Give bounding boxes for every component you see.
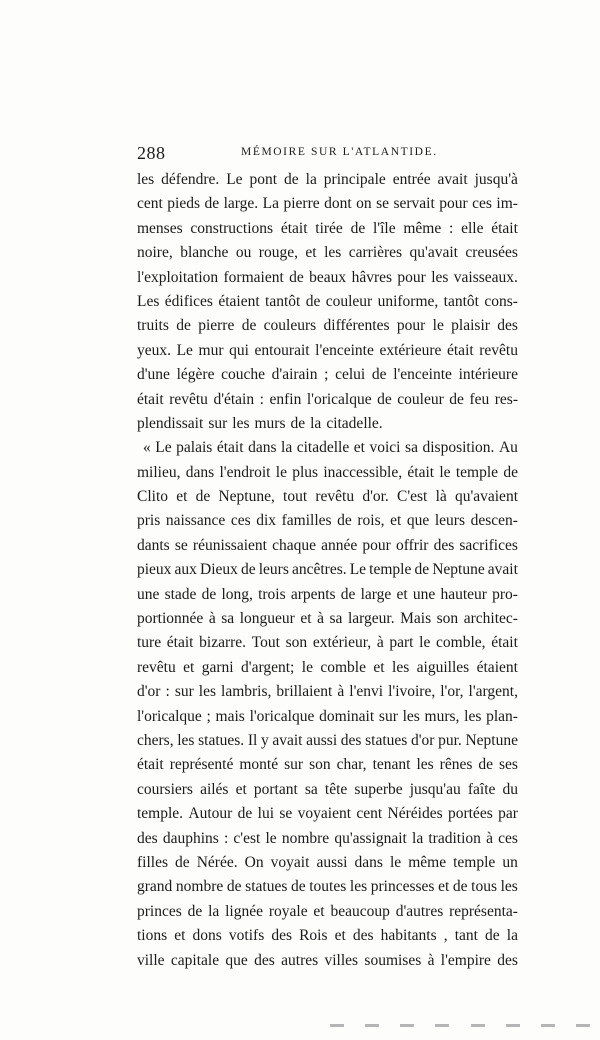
- text-line: les défendre. Le pont de la principale entrée avait jusqu'à: [137, 171, 518, 188]
- edge-mark: [365, 1024, 379, 1027]
- text-line: tions et dons votifs des Rois et des habitants , tant de la: [137, 927, 518, 945]
- body-text: [137, 168, 518, 973]
- text-line: filles de Nérée. On voyait aussi dans le même temple un: [137, 853, 518, 871]
- text-line: chers, les statues. Il y avait aussi des statues d'or pur. Neptune: [137, 731, 518, 749]
- text-line: « Le palais était dans la citadelle et voici sa disposition. Au: [143, 439, 518, 457]
- edge-mark: [435, 1024, 449, 1027]
- text-line: d'une légère couche d'airain ; celui de l'enceinte intérieure: [137, 366, 518, 384]
- edge-mark: [471, 1024, 485, 1027]
- text-line: cent pieds de large. La pierre dont on se servait pour ces im-: [137, 195, 518, 213]
- edge-mark: [541, 1024, 555, 1027]
- text-line: l'oricalque ; mais l'oricalque dominait sur les murs, les plan-: [137, 707, 518, 725]
- text-line: coursiers ailés et portant sa tête superbe jusqu'au faîte du: [137, 780, 518, 798]
- text-line: grand nombre de statues de toutes les princesses et de tous les: [137, 878, 518, 896]
- text-line: était revêtu d'étain : enfin l'oricalque de couleur de feu res-: [137, 390, 518, 408]
- edge-mark: [330, 1024, 344, 1027]
- text-line: ville capitale que des autres villes soumises à l'empire des: [137, 951, 518, 969]
- page-number: 288: [137, 143, 166, 163]
- text-line: pieux aux Dieux de leurs ancêtres. Le temple de Neptune avait: [137, 561, 518, 579]
- text-line: des dauphins : c'est le nombre qu'assignait la tradition à ces: [137, 829, 518, 847]
- bottom-edge-marks: [330, 1024, 590, 1030]
- edge-mark: [506, 1024, 520, 1027]
- text-line: portionnée à sa longueur et à sa largeur. Mais son architec-: [137, 610, 518, 628]
- text-line: Clito et de Neptune, tout revêtu d'or. C'est là qu'avaient: [137, 488, 518, 506]
- text-line: revêtu et garni d'argent; le comble et les aiguilles étaient: [137, 658, 518, 676]
- text-line: temple. Autour de lui se voyaient cent Néréides portées par: [137, 805, 518, 823]
- text-line: dants se réunissaient chaque année pour offrir des sacrifices: [137, 536, 518, 554]
- text-line: noire, blanche ou rouge, et les carrières qu'avait creusées: [137, 244, 518, 262]
- text-line: d'or : sur les lambris, brillaient à l'envi l'ivoire, l'or, l'argent,: [137, 683, 518, 701]
- text-line: menses constructions était tirée de l'île même : elle était: [137, 219, 518, 237]
- text-line: Les édifices étaient tantôt de couleur uniforme, tantôt cons-: [137, 292, 518, 310]
- edge-mark: [400, 1024, 414, 1027]
- text-line: truits de pierre de couleurs différentes pour le plaisir des: [137, 317, 518, 335]
- text-line: ture était bizarre. Tout son extérieur, à part le comble, était: [137, 634, 518, 652]
- text-line: pris naissance ces dix familles de rois, et que leurs descen-: [137, 512, 518, 530]
- text-line: yeux. Le mur qui entourait l'enceinte extérieure était revêtu: [137, 341, 518, 359]
- running-head: MÉMOIRE SUR L'ATLANTIDE.: [241, 146, 438, 158]
- text-line: était représenté monté sur son char, tenant les rênes de ses: [137, 756, 518, 774]
- text-line: plendissait sur les murs de la citadelle.: [137, 414, 383, 432]
- text-line: une stade de long, trois arpents de large et une hauteur pro-: [137, 585, 518, 603]
- edge-mark: [576, 1024, 590, 1027]
- text-line: milieu, dans l'endroit le plus inaccessible, était le temple de: [137, 463, 518, 481]
- page-header: [137, 143, 518, 165]
- text-line: l'exploitation formaient de beaux hâvres pour les vaisseaux.: [137, 268, 518, 286]
- text-line: princes de la lignée royale et beaucoup d'autres représenta-: [137, 902, 518, 920]
